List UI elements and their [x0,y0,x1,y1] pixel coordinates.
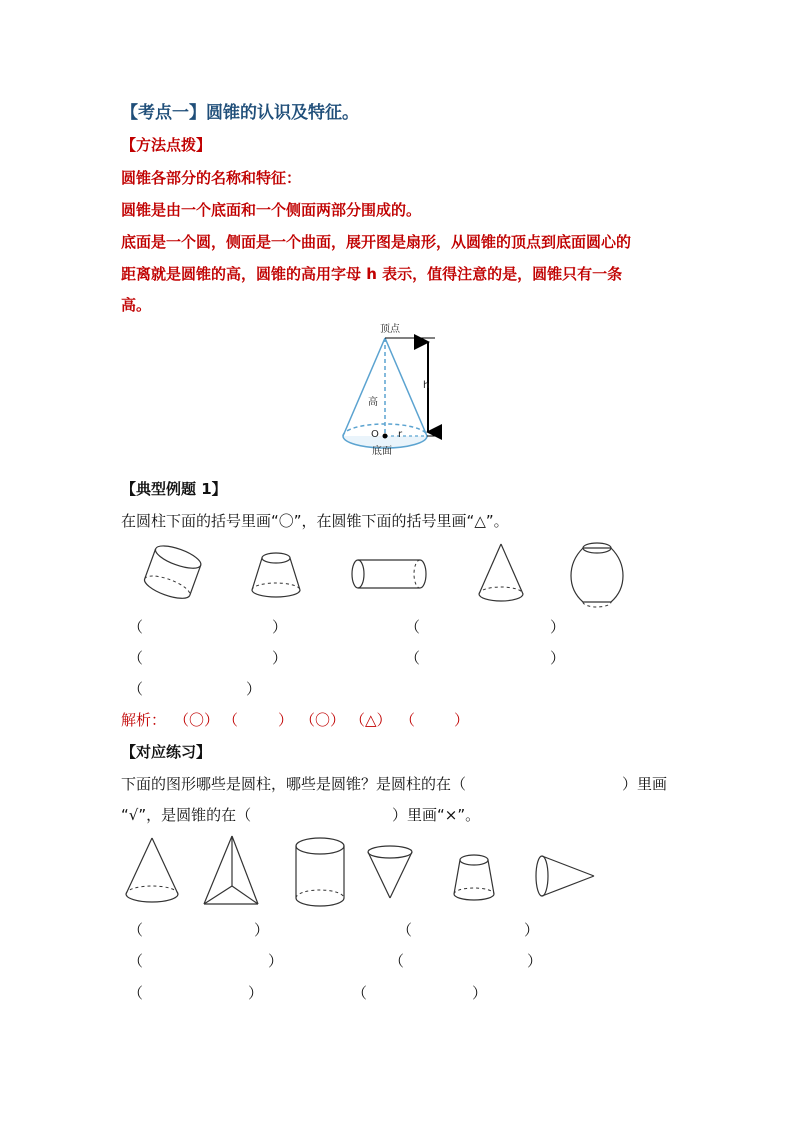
paren-close: ） [524,921,540,939]
paren-close: ） [248,984,264,1002]
answer-item: （ [223,711,239,729]
example-title: 【典型例题 1】 [121,480,227,498]
answer-label: 解析： [121,711,167,729]
radius-label: r [398,429,403,440]
practice-line-1b: ）里画 [622,775,668,793]
method-line-3: 底面是一个圆，侧面是一个曲面，展开图是扇形，从圆锥的顶点到底面圆心的 [121,233,632,251]
answer-item: （△） [350,711,392,729]
paren-open: （ [128,680,144,698]
paren-close: ） [550,618,566,636]
practice-cone [122,836,182,910]
practice-line-2b: ）里画“×”。 [392,806,481,824]
method-line-2: 圆锥是由一个底面和一个侧面两部分围成的。 [121,201,422,219]
paren-close: ） [527,952,543,970]
practice-frustum [450,852,498,902]
method-line-4: 距离就是圆锥的高，圆锥的高用字母 h 表示，值得注意的是，圆锥只有一条 [121,265,623,283]
shape-tilted-cylinder [140,544,204,604]
shape-barrel [571,540,623,610]
answer-item: （〇） [300,711,346,729]
paren-close: ） [254,921,270,939]
base-label: 底面 [372,446,392,457]
shape-frustum [248,546,304,600]
height-label: 高 [368,397,378,408]
paren-open: （ [352,984,368,1002]
practice-line-1a: 下面的图形哪些是圆柱，哪些是圆锥？是圆柱的在（ [121,775,467,793]
practice-cylinder [294,836,346,910]
practice-sideways-cone [532,852,596,900]
example-question: 在圆柱下面的括号里画“〇”，在圆锥下面的括号里画“△”。 [121,512,509,530]
paren-close: ） [472,984,488,1002]
paren-open: （ [405,649,421,667]
h-label: h [423,380,430,391]
center-label: O [371,429,379,440]
method-title: 【方法点拨】 [121,136,212,154]
paren-close: ） [268,952,284,970]
practice-inverted-cone [364,844,416,902]
paren-open: （ [389,952,405,970]
page-heading: 【考点一】圆锥的认识及特征。 [121,103,359,123]
paren-close: ） [246,680,262,698]
shape-cone [474,542,528,606]
method-line-5: 高。 [121,296,152,314]
paren-open: （ [397,921,413,939]
paren-close: ） [272,649,288,667]
practice-pyramid [200,834,262,908]
shape-horizontal-cylinder [350,556,430,592]
practice-title: 【对应练习】 [121,743,212,761]
paren-open: （ [128,921,144,939]
method-line-1: 圆锥各部分的名称和特征： [121,169,302,187]
answer-item: （ [400,711,416,729]
paren-close: ） [272,618,288,636]
paren-open: （ [128,649,144,667]
paren-close: ） [550,649,566,667]
answer-item: ） [454,711,470,729]
answer-item: ） [278,711,294,729]
paren-open: （ [405,618,421,636]
practice-line-2a: “√”，是圆锥的在（ [121,806,252,824]
apex-label: 顶点 [380,324,400,335]
answer-item: （〇） [174,711,220,729]
paren-open: （ [128,952,144,970]
paren-open: （ [128,984,144,1002]
paren-open: （ [128,618,144,636]
